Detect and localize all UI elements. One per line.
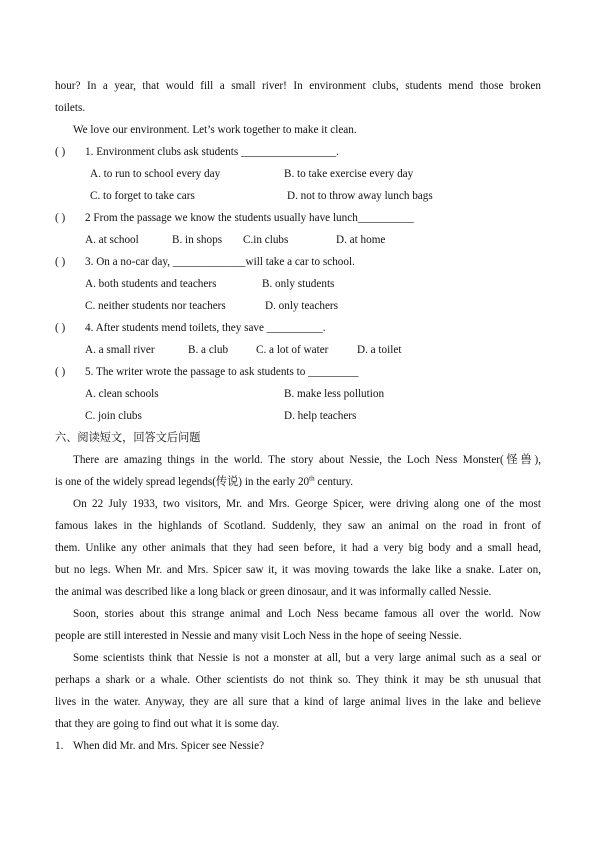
answer-bracket[interactable]: ( ) [55,256,66,268]
answer-bracket[interactable]: ( ) [55,212,66,224]
passage-line: people are still interested in Nessie and many visit Loch Ness in the hope of seeing Nessie. [55,630,462,642]
section-heading: 六、阅读短文，回答文后问题 [55,432,201,444]
answer-bracket[interactable]: ( ) [55,366,66,378]
passage-line: We love our environment. Let’s work together to make it clean. [73,124,357,136]
option-b: B. only students [262,278,335,290]
option-a: A. a small river [85,344,155,356]
option-d: D. at home [336,234,386,246]
option-a: A. both students and teachers [85,278,217,290]
passage-line: perhaps a shark or a whale. Other scientists do not think so. They think it may be sth unusual that [55,674,541,686]
question-text: 3. On a no-car day, _____________will take a car to school. [85,256,355,268]
option-a: A. at school [85,234,139,246]
question-text: 1. Environment clubs ask students _________________. [85,146,339,158]
question-number: 1. [55,740,64,752]
passage-line: Some scientists think that Nessie is not a monster at all, but a very large animal such as a seal or [73,652,541,664]
answer-bracket[interactable]: ( ) [55,322,66,334]
option-d: D. a toilet [357,344,402,356]
option-b: B. make less pollution [284,388,385,400]
comprehension-question-1 [55,740,264,753]
passage-line: Soon, stories about this strange animal and Loch Ness became famous all over the world. Now [73,608,541,620]
question-5 [55,366,359,379]
passage-line: On 22 July 1933, two visitors, Mr. and Mrs. George Spicer, were driving along one of the most [73,498,541,510]
option-a: A. clean schools [85,388,159,400]
option-b: B. a club [188,344,229,356]
passage-line: but no legs. When Mr. and Mrs. Spicer saw it, it was moving towards the lake like a snake. Later on, [55,564,541,576]
option-c: C. join clubs [85,410,142,422]
passage-line: that they are going to find out what it is some day. [55,718,280,730]
question-3 [55,256,355,269]
passage-line: famous lakes in the highlands of Scotland. Suddenly, they saw an animal on the road in front of [55,520,541,532]
option-d: D. help teachers [284,410,357,422]
question-text: 4. After students mend toilets, they save __________. [85,322,326,334]
passage-text: century. [314,476,354,488]
option-b: B. to take exercise every day [284,168,414,180]
option-a: A. to run to school every day [90,168,221,180]
option-c: C. neither students nor teachers [85,300,226,312]
passage-line: There are amazing things in the world. The story about Nessie, the Loch Ness Monster(怪兽), [73,454,541,466]
passage-line: toilets. [55,102,86,114]
passage-line [55,476,353,489]
passage-line: hour? In a year, that would fill a small river! In environment clubs, students mend those broken [55,80,541,92]
option-c: C. to forget to take cars [90,190,195,202]
option-c: C. a lot of water [256,344,329,356]
option-c: C.in clubs [243,234,289,246]
option-d: D. only teachers [265,300,339,312]
question-text: 2 From the passage we know the students usually have lunch__________ [85,212,414,224]
superscript: th [309,474,315,483]
question-text: 5. The writer wrote the passage to ask students to _________ [85,366,359,378]
passage-line: the animal was described like a long black or green dinosaur, and it was informally called Nessie. [55,586,492,598]
answer-bracket[interactable]: ( ) [55,146,66,158]
passage-line: them. Unlike any other animals that they had seen before, it had a very big body and a small head, [55,542,541,554]
passage-line: lives in the water. Anyway, they are all sure that a kind of large animal lives in the lake and believe [55,696,541,708]
option-d: D. not to throw away lunch bags [287,190,433,202]
option-b: B. in shops [172,234,223,246]
question-4 [55,322,326,335]
question-text: When did Mr. and Mrs. Spicer see Nessie? [73,740,265,752]
question-1 [55,146,339,159]
passage-text: is one of the widely spread legends(传说) in the early 20 [55,476,310,488]
question-2 [55,212,414,225]
